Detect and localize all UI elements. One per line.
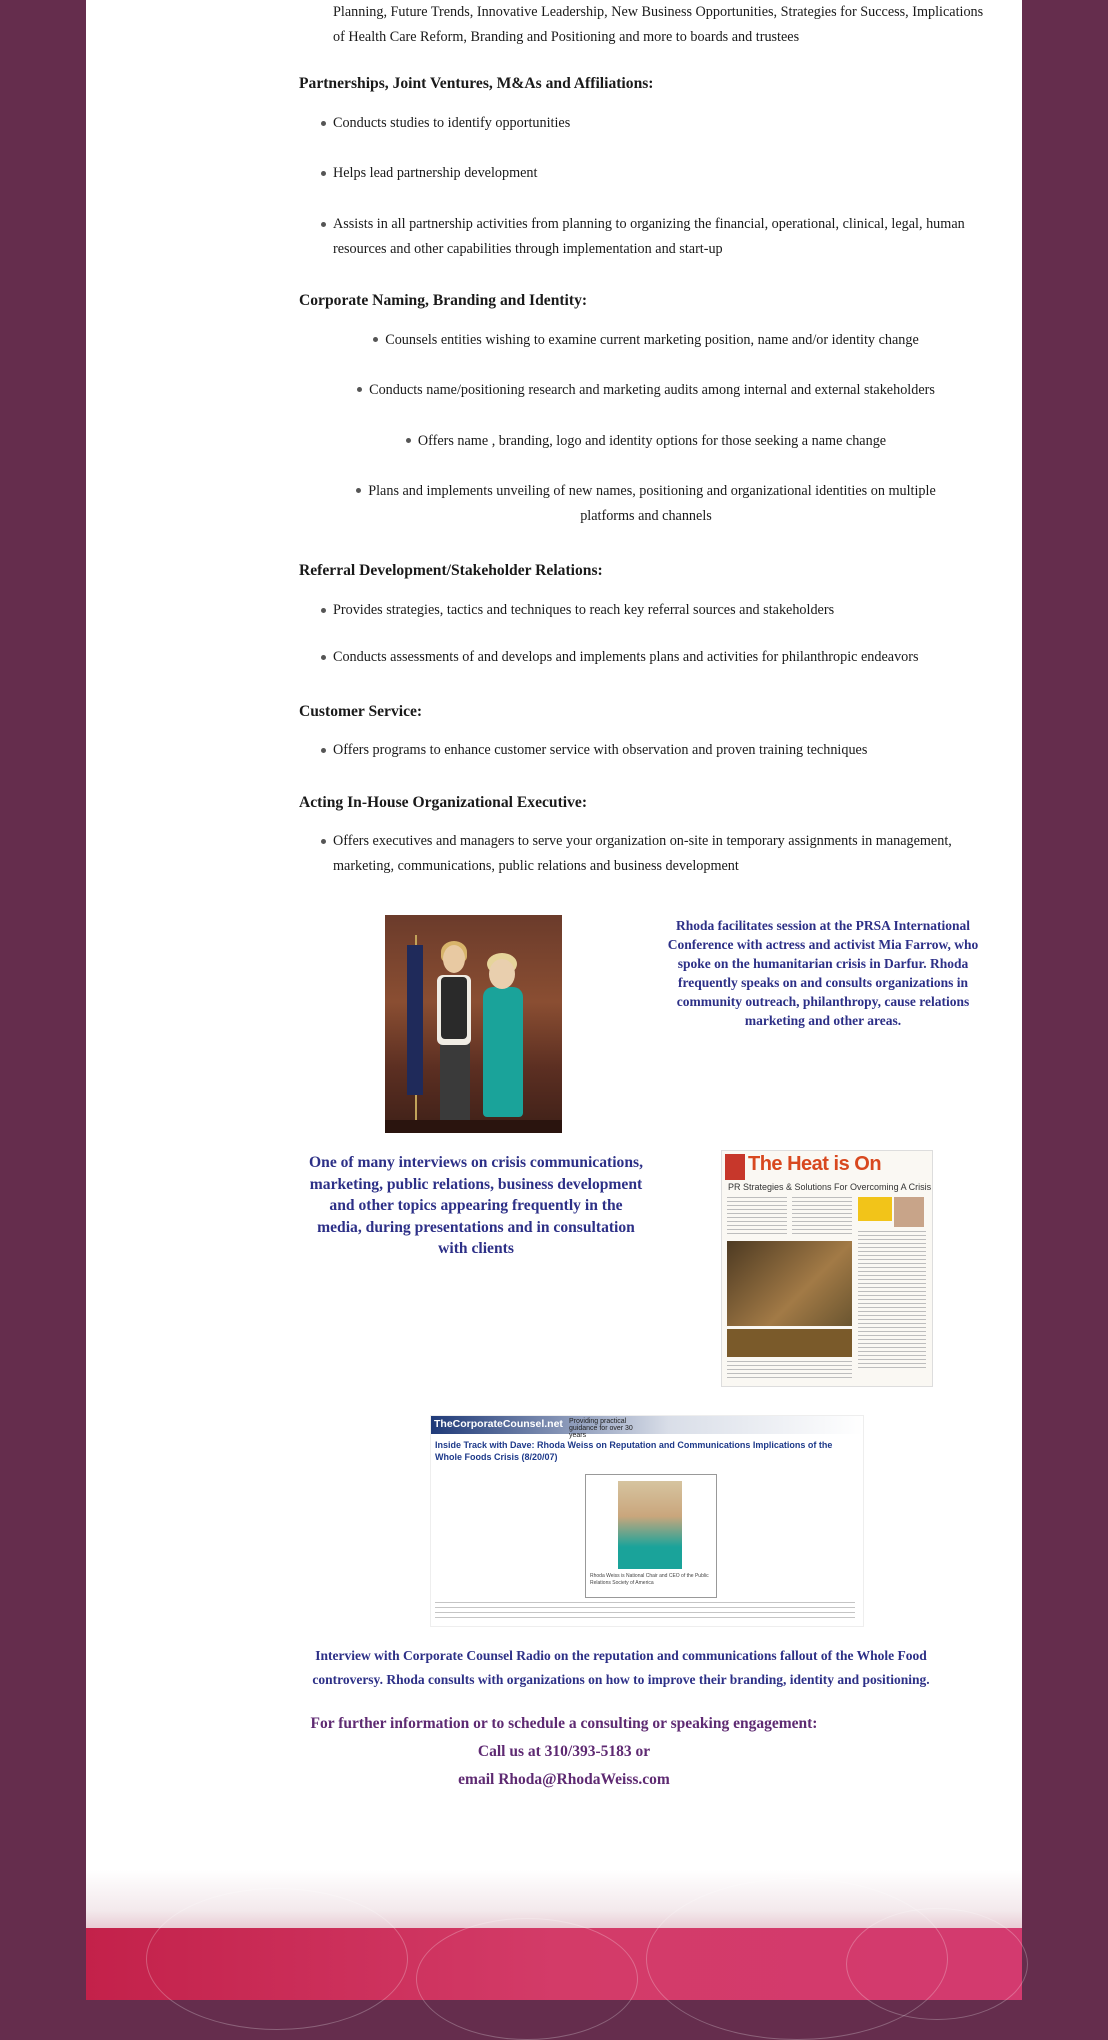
counsel-body-text (435, 1602, 855, 1618)
prsa-caption: Rhoda facilitates session at the PRSA International Conference with actress and activist Mia Farrow, who spoke on the humanitarian crisis in Darfur. Rhoda frequently speaks on and consults organizations in community outreach, philanthropy, cause relations marketing and other areas. (667, 918, 979, 1028)
bullet-icon (406, 438, 411, 443)
magazine-subtitle: PR Strategies & Solutions For Overcoming A Crisis (728, 1182, 932, 1192)
list-item: Plans and implements unveiling of new names, positioning and organizational identities on multiple platforms and channels (336, 479, 956, 529)
contact-phone[interactable]: Call us at 310/393-5183 or (477, 1743, 651, 1760)
column-badge (858, 1197, 892, 1221)
interviews-caption: One of many interviews on crisis communications, marketing, public relations, business development and other topics appearing frequently in the media, during presentations and in consultation with clients (309, 1154, 643, 1257)
page-content-panel (86, 0, 1022, 2000)
magazine-photo (727, 1241, 852, 1326)
bullet-icon (321, 655, 326, 660)
magazine-ad-box (727, 1329, 852, 1357)
contact-line-1: For further information or to schedule a consulting or speaking engagement: (310, 1715, 818, 1732)
list-item: Assists in all partnership activities from planning to organizing the financial, operational, clinical, legal, human resources and other capabilities through implementation and start-up (333, 212, 993, 262)
bullet-icon (321, 748, 326, 753)
bullet-icon (357, 387, 362, 392)
magazine-article-image[interactable] (721, 1150, 933, 1387)
list-item: Offers name , branding, logo and identity options for those seeking a name change (286, 429, 1006, 454)
list-item: Counsels entities wishing to examine current marketing position, name and/or identity change (286, 328, 1006, 353)
counsel-photo-caption: Rhoda Weiss is National Chair and CEO of the Public Relations Society of America (590, 1573, 709, 1586)
counsel-tagline: Providing practical guidance for over 30 years (569, 1418, 633, 1439)
bullet-icon (321, 222, 326, 227)
prsa-conference-photo (385, 915, 562, 1133)
flame-icon (725, 1154, 745, 1180)
list-item: Conducts name/positioning research and marketing audits among internal and external stakeholders (286, 378, 1006, 403)
list-item: Conducts assessments of and develops and implements plans and activities for philanthropic endeavors (333, 645, 993, 670)
list-item: Conducts studies to identify opportunities (333, 111, 993, 136)
corporate-counsel-clipping[interactable] (430, 1415, 864, 1627)
bullet-icon (356, 488, 361, 493)
list-item: Offers executives and managers to serve your organization on-site in temporary assignments in management, marketing, communications, public relations and business development (333, 829, 1013, 879)
magazine-title: The Heat is On (748, 1153, 882, 1175)
bullet-icon (321, 171, 326, 176)
section-heading-referral: Referral Development/Stakeholder Relations: (299, 562, 603, 579)
list-item: Provides strategies, tactics and techniques to reach key referral sources and stakeholders (333, 598, 993, 623)
section-heading-acting-executive: Acting In-House Organizational Executive: (299, 794, 588, 811)
author-photo (894, 1197, 924, 1227)
section-heading-branding: Corporate Naming, Branding and Identity: (299, 292, 588, 309)
bullet-icon (321, 121, 326, 126)
list-item: Helps lead partnership development (333, 161, 993, 186)
bullet-icon (321, 608, 326, 613)
radio-caption: Interview with Corporate Counsel Radio on the reputation and communications fallout of the Whole Food controversy. Rhoda consults with organizations on how to improve their branding, identity and positioning. (312, 1648, 930, 1687)
section-heading-partnerships: Partnerships, Joint Ventures, M&As and Affiliations: (299, 75, 654, 92)
intro-paragraph: Planning, Future Trends, Innovative Leadership, New Business Opportunities, Strategies for Success, Implications of Health Care Reform, Branding and Positioning and more to boards and trustees (333, 4, 984, 45)
bullet-icon (321, 839, 326, 844)
section-heading-customer-service: Customer Service: (299, 703, 423, 720)
contact-email-link[interactable]: email Rhoda@RhodaWeiss.com (458, 1771, 670, 1788)
rhoda-portrait (618, 1481, 682, 1569)
counsel-photo-frame (585, 1474, 717, 1598)
footer-decorative-band (86, 1928, 1022, 2000)
counsel-headline: Inside Track with Dave: Rhoda Weiss on Reputation and Communications Implications of the Whole Foods Crisis (8/20/07) (435, 1440, 833, 1462)
bullet-icon (373, 337, 378, 342)
list-item: Offers programs to enhance customer service with observation and proven training techniques (333, 738, 993, 763)
counsel-brand: TheCorporateCounsel.net (434, 1418, 563, 1430)
